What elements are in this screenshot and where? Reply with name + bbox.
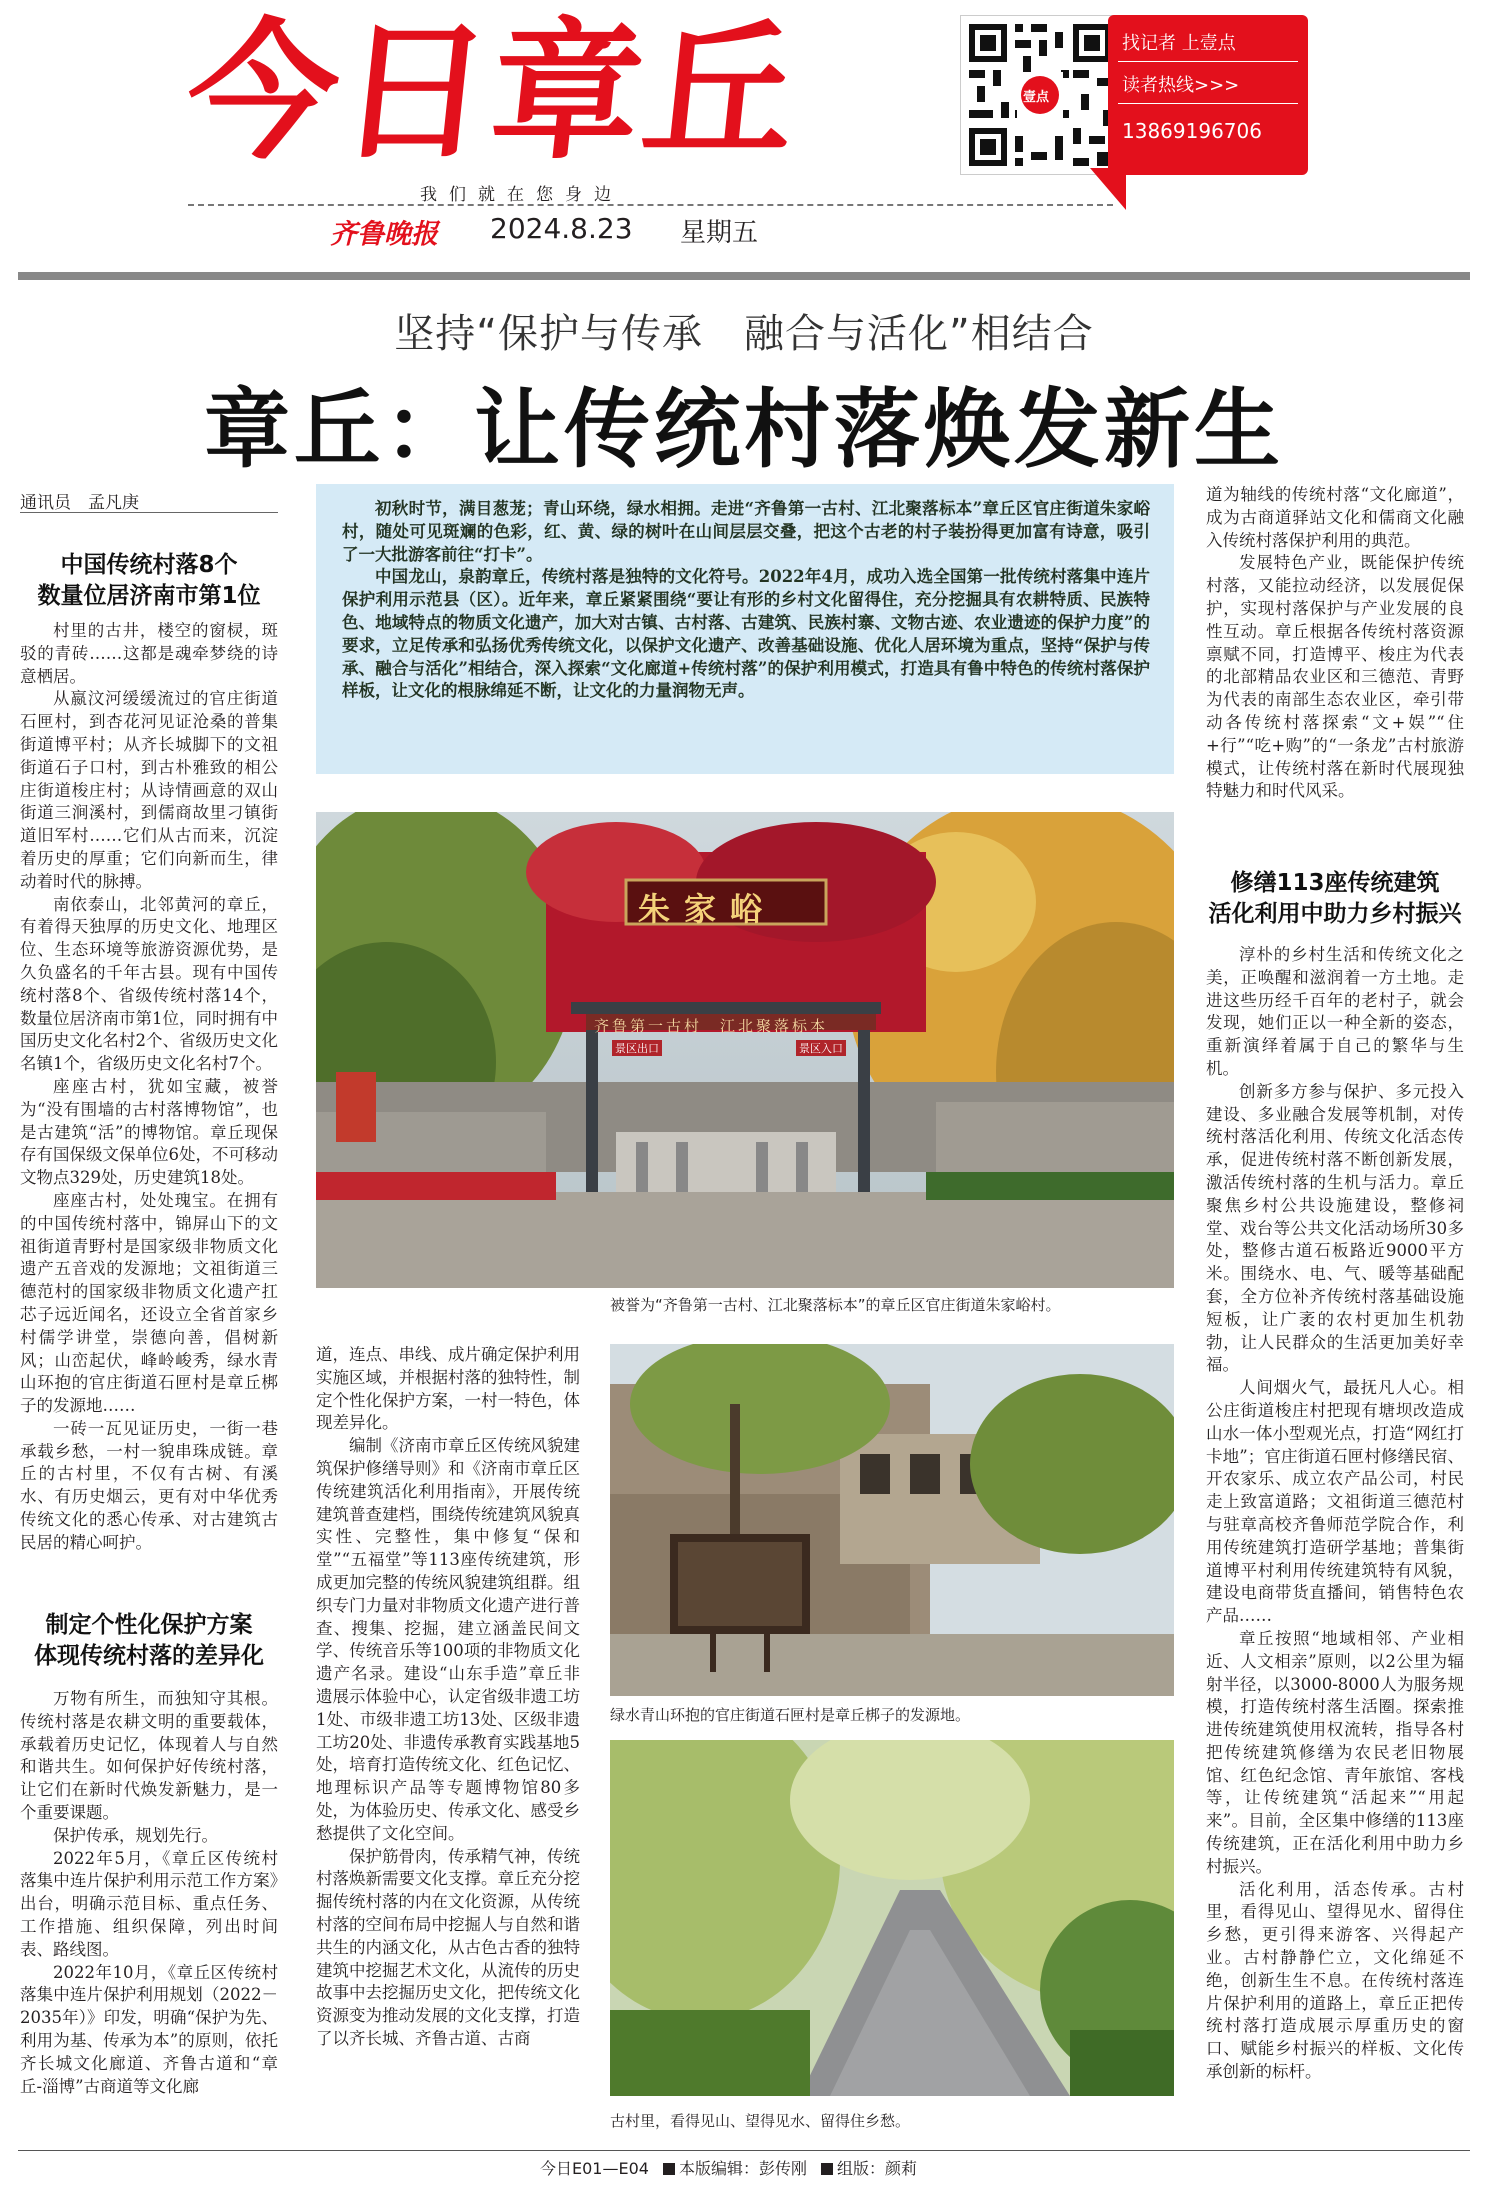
paragraph: 2022年10月，《章丘区传统村落集中连片保护利用规划（2022－2035年）》印发，明确“保护为先、利用为基、传承为本”的原则，依托齐长城文化廊道、齐鲁古道和“章丘-淄博”古商道等文化廊 [20,1962,278,2096]
article-subhead: 坚持“保护与传承 融合与活化”相结合 [394,311,1094,357]
lead-paragraph: 中国龙山，泉韵章丘，传统村落是独特的文化符号。2022年4月，成功入选全国第一批传统村落集中连片保护利用示范县（区）。近年来，章丘紧紧围绕“要让有形的乡村文化留得住，充分挖掘具有农耕特质、民族特色、地域特点的物质文化遗产，加大对古镇、古村落、古建筑、民族村寨、文物古迹、农业遗迹的保护力度”的要求，立足传承和弘扬优秀传统文化，以保护文化遗产、改善基础设施、优化人居环境为重点，坚持“保护与传承、融合与活化”相结合，深入探索“文化廊道+传统村落”的保护利用模式，打造具有鲁中特色的传统村落保护样板，让文化的根脉绵延不断，让文化的力量润物无声。 [342,567,1150,701]
photo-caption-3: 古村里，看得见山、望得见水、留得住乡愁。 [610,2112,911,2130]
paragraph: 创新多方参与保护、多元投入建设、多业融合发展等机制，对传统村落活化利用、传统文化活态传承，促进传统村落不断创新发展，激活传统村落的生机与活力。章丘聚焦乡村公共设施建设，整修祠堂、戏台等公共文化活动场所30多处，整修古道石板路近9000平方米。围绕水、电、气、暖等基础配套，全方位补齐传统村落基础设施短板，让广袤的农村更加生机勃勃，让人民群众的生活更加美好幸福。 [1206,1081,1464,1375]
paragraph: 活化利用，活态传承。古村里，看得见山、望得见水、留得住乡愁，更引得来游客、兴得起产业。古村静静伫立，文化绵延不绝，创新生生不息。在传统村落连片保护利用的道路上，章丘正把传统村落打造成展示厚重历史的窗口、赋能乡村振兴的样板、文化传承创新的标杆。 [1206,1879,1464,2082]
author-rule [20,512,278,513]
photo-village-gate [316,812,1174,1288]
paragraph: 南依泰山，北邻黄河的章丘，有着得天独厚的历史文化、地理区位、生态环境等旅游资源优势，是久负盛名的千年古县。现有中国传统村落8个、省级传统村落14个，数量位居济南市第1位，同时拥有中国历史文化名村2个、省级历史文化名镇1个，省级历史文化名村7个。 [20,894,278,1074]
paragraph: 保护传承，规划先行。 [53,1825,218,1845]
masthead-rule [18,272,1470,280]
gate-sign-banner: 齐鲁第一古村 江北聚落标本 [594,1017,829,1035]
qr-code[interactable] [960,15,1120,175]
photo-caption-1: 被誉为“齐鲁第一古村、江北聚落标本”的章丘区官庄街道朱家峪村。 [610,1296,1061,1314]
paragraph: 2022年5月，《章丘区传统村落集中连片保护利用示范工作方案》出台，明确示范目标、重点任务、工作措施、组织保障，列出时间表、路线图。 [20,1848,278,1959]
bubble-tail [1090,168,1126,210]
column-2 [316,1344,580,2148]
photo-caption-2: 绿水青山环抱的官庄街道石匣村是章丘梆子的发源地。 [610,1706,971,1724]
paragraph: 淳朴的乡村生活和传统文化之美，正唤醒和滋润着一方土地。走进这些历经千百年的老村子，就会发现，她们正以一种全新的姿态，重新演绎着属于自己的繁华与生机。 [1206,945,1464,1078]
qr-logo-label: 壹点 [1023,90,1050,105]
paragraph: 从嬴汶河缓缓流过的官庄街道石匣村，到杏花河见证沧桑的普集街道博平村；从齐长城脚下的文祖街道石子口村，到古朴雅致的相公庄街道梭庄村；从诗情画意的双山街道三涧溪村，到儒商故里刁镇街道旧军村……它们从古而来，沉淀着历史的厚重；它们向新而生，律动着时代的脉搏。 [20,689,278,891]
article-author: 通讯员 孟凡庚 [20,493,139,513]
paragraph: 章丘按照“地域相邻、产业相近、人文相亲”原则，以2公里为辐射半径，以3000-8000人为服务规模，打造传统村落生活圈。探索推进传统建筑使用权流转，指导各村把传统建筑修缮为农民老旧物展馆、红色纪念馆、青年旅馆、客栈等，让传统建筑“活起来”“用起来”。目前，全区集中修缮的113座传统建筑，正在活化利用中助力乡村振兴。 [1206,1628,1464,1876]
paragraph: 编制《济南市章丘区传统风貌建筑保护修缮导则》和《济南市章丘区传统建筑活化利用指南》，开展传统建筑普查建档，围绕传统建筑风貌真实性、完整性，集中修复“保和堂”“五福堂”等113座传统建筑，形成更加完整的传统风貌建筑组群。组织专门力量对非物质文化遗产进行普查、搜集、挖掘，建立涵盖民间文学、传统音乐等100项的非物质文化遗产名录。建设“山东手造”章丘非遗展示体验中心，认定省级非遗工坊1处、市级非遗工坊13处、区级非遗工坊20处、非遗传承教育实践基地5处，培育打造传统文化、红色记忆、地理标识产品等专题博物馆80多处，为体验历史、传承文化、感受乡愁提供了文化空间。 [316,1436,580,1843]
paper-logo: 齐鲁晚报 [330,219,438,250]
page-footer [540,2156,917,2179]
photo-stone-village [610,1344,1174,1696]
stone-road-image [610,1740,1174,2096]
paragraph: 村里的古井，楼空的窗棂，斑驳的青砖……这都是魂牵梦绕的诗意栖居。 [20,621,278,686]
paragraph: 座座古村，犹如宝藏，被誉为“没有围墙的古村落博物馆”，也是古建筑“活”的博物馆。章丘现保存有国保级文保单位6处，不可移动文物点329处，历史建筑18处。 [20,1076,278,1188]
gate-sign-exit: 景区出口 [612,1040,662,1056]
paragraph: 发展特色产业，既能保护传统村落，又能拉动经济，以发展促保护，实现村落保护与产业发展的良性互动。章丘根据各传统村落资源禀赋不同，打造博平、梭庄为代表的北部精品农业区和三德范、青野为代表的南部生态农业区，牵引带动各传统村落探索“文+娱”“住+行”“吃+购”的“一条龙”古村旅游模式，让传统村落在新时代展现独特魅力和时代风采。 [1206,553,1464,801]
footer-layout: 组版：颜莉 [836,2159,917,2178]
lead-paragraph: 初秋时节，满目葱茏；青山环绕，绿水相拥。走进“齐鲁第一古村、江北聚落标本”章丘区官庄街道朱家峪村，随处可见斑斓的色彩，红、黄、绿的树叶在山间层层交叠，把这个古老的村子装扮得更加富有诗意，吸引了一大批游客前往“打卡”。 [342,499,1150,564]
hotline-divider [1118,61,1298,62]
hotline-line1: 找记者 上壹点 [1122,33,1236,54]
column-1-upper [20,620,278,1602]
column-4-upper [1206,484,1464,854]
footer-editor: 本版编辑：彭传刚 [678,2159,807,2178]
lead-box [316,484,1174,774]
article-headline: 章丘：让传统村落焕发新生 [204,379,1284,480]
lead-text [342,498,1150,703]
hotline-line2: 读者热线>>> [1122,75,1240,96]
column-1-lower [20,1688,278,2148]
masthead-slogan: 我们就在您身边 [420,185,623,205]
square-bullet-icon [663,2163,675,2175]
column-4-lower [1206,944,1464,2144]
reader-hotline-box [1108,15,1308,175]
square-bullet-icon [821,2163,833,2175]
issue-date: 2024.8.23 [490,212,633,245]
paragraph: 一砖一瓦见证历史，一街一巷承载乡愁，一村一貌串珠成链。章丘的古村里，不仅有古树、有溪水、有历史烟云，更有对中华优秀传统文化的悉心传承、对古建筑古民居的精心呵护。 [20,1418,278,1552]
section-title-1: 中国传统村落8个 数量位居济南市第1位 [37,552,261,609]
footer-rule [18,2150,1470,2151]
paragraph: 万物有所生，而独知守其根。传统村落是农耕文明的重要载体，承载着历史记忆，体现着人与自然和谐共生。如何保护好传统村落，让它们在新时代焕发新魅力，是一个重要课题。 [20,1689,278,1822]
hotline-phone[interactable]: 13869196706 [1122,119,1262,143]
gate-sign-top: 朱家峪 [638,890,777,928]
masthead-divider [188,204,1113,206]
section-title-2: 制定个性化保护方案 体现传统村落的差异化 [34,1612,264,1669]
masthead-title: 今日章丘 [178,6,806,180]
footer-pages: 今日E01—E04 [540,2159,649,2178]
photo-stone-road [610,1740,1174,2096]
section-title-3: 修缮113座传统建筑 活化利用中助力乡村振兴 [1208,870,1462,927]
paragraph: 道，连点、串线、成片确定保护利用实施区域，并根据村落的独特性，制定个性化保护方案，一村一特色，体现差异化。 [316,1345,580,1433]
paragraph: 座座古村，处处瑰宝。在拥有的中国传统村落中，锦屏山下的文祖街道青野村是国家级非物质文化遗产五音戏的发源地；文祖街道三德范村的国家级非物质文化遗产扛芯子远近闻名，还设立全省首家乡村儒学讲堂，崇德向善，倡树新风；山峦起伏，峰岭峻秀，绿水青山环抱的官庄街道石匣村是章丘梆子的发源地…… [20,1190,278,1416]
paragraph: 人间烟火气，最抚凡人心。相公庄街道梭庄村把现有塘坝改造成山水一体小型观光点，打造“网红打卡地”；官庄街道石匣村修缮民宿、开农家乐、成立农产品公司，村民走上致富道路；文祖街道三德范村与驻章高校齐鲁师范学院合作，利用传统建筑打造研学基地；普集街道博平村利用传统建筑特有风貌，建设电商带货直播间，销售特色农产品…… [1206,1378,1464,1626]
issue-weekday: 星期五 [680,218,759,248]
paragraph: 保护筋骨肉，传承精气神，传统村落焕新需要文化支撑。章丘充分挖掘传统村落的内在文化资源，从传统村落的空间布局中挖掘人与自然和谐共生的内涵文化，从古色古香的独特建筑中挖掘艺术文化，从流传的历史故事中去挖掘历史文化，把传统文化资源变为推动发展的文化支撑，打造了以齐长城、齐鲁古道、古商 [316,1846,580,2048]
stone-village-image [610,1344,1174,1696]
gate-sign-entrance: 景区入口 [796,1040,846,1056]
hotline-divider-2 [1118,103,1298,104]
paragraph: 道为轴线的传统村落“文化廊道”，成为古商道驿站文化和儒商文化融入传统村落保护利用的典范。 [1206,485,1464,550]
